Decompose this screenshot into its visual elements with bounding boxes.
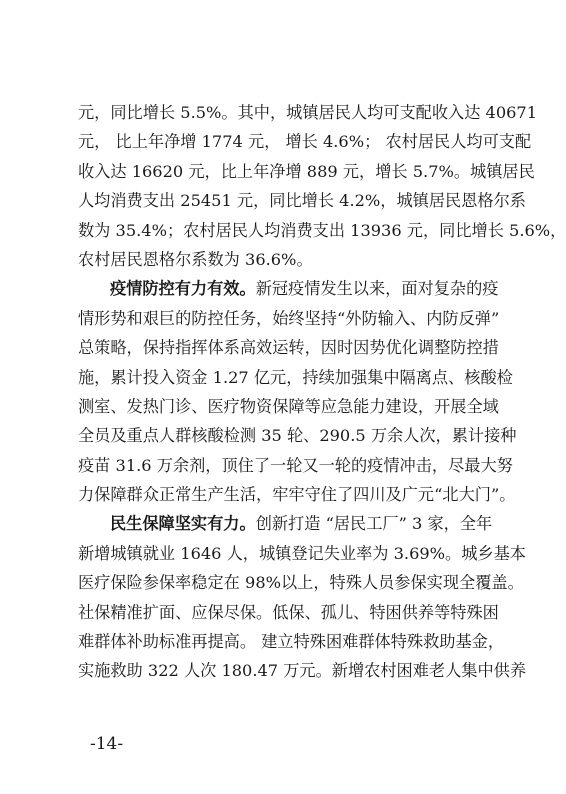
text-line: 力保障群众正常生产生活，牢牢守住了四川及广元“北大门”。 [78,485,516,505]
text-line: 人均消费支出 25451 元，同比增长 4.2%，城镇居民恩格尔系 [78,191,526,211]
paragraph-start-livelihood [78,509,493,538]
body-text [78,98,566,686]
section-heading-livelihood: 民生保障坚实有力。 [110,514,256,534]
text-line: 测室、发热门诊、医疗物资保障等应急能力建设，开展全域 [78,396,499,416]
text-line: 全员及重点人群核酸检测 35 轮、290.5 万余人次，累计接种 [78,426,517,446]
text-line: 社保精准扩面、应保尽保。低保、孤儿、特困供养等特殊困 [78,602,499,622]
text-line: 农村居民恩格尔系数为 36.6%。 [78,249,313,269]
section-heading-epidemic: 疫情防控有力有效。 [110,279,256,299]
text-line: 难群体补助标准再提高。 建立特殊困难群体特殊救助基金， [78,632,505,652]
text-line: 新冠疫情发生以来，面对复杂的疫 [255,279,499,299]
text-line: 医疗保险参保率稳定在 98%以上，特殊人员参保实现全覆盖。 [78,573,524,593]
text-line: 总策略，保持指挥体系高效运转，因时因势优化调整防控措 [78,338,499,358]
text-line: 实施救助 322 人次 180.47 万元。新增农村困难老人集中供养 [78,661,527,681]
text-line: 元，同比增长 5.5%。其中，城镇居民人均可支配收入达 40671 [78,103,538,122]
text-line: 元， 比上年净增 1774 元， 增长 4.6%； 农村居民人均可支配 [78,132,532,152]
paragraph-start-epidemic [78,274,499,303]
text-line: 施，累计投入资金 1.27 亿元，持续加强集中隔离点、核酸检 [78,367,513,387]
text-line: 创新打造 “居民工厂” 3 家，全年 [255,514,493,534]
text-line: 数为 35.4%；农村居民人均消费支出 13936 元，同比增长 5.6%， [78,220,566,240]
text-line: 疫苗 31.6 万余剂，顶住了一轮又一轮的疫情冲击，尽最大努 [78,455,513,475]
text-line: 收入达 16620 元，比上年净增 889 元，增长 5.7%。城镇居民 [78,161,535,181]
text-line: 情形势和艰巨的防控任务，始终坚持“外防输入、内防反弹” [78,308,500,328]
text-line: 新增城镇就业 1646 人，城镇登记失业率为 3.69%。城乡基本 [78,543,526,563]
page-number: -14- [90,734,124,754]
